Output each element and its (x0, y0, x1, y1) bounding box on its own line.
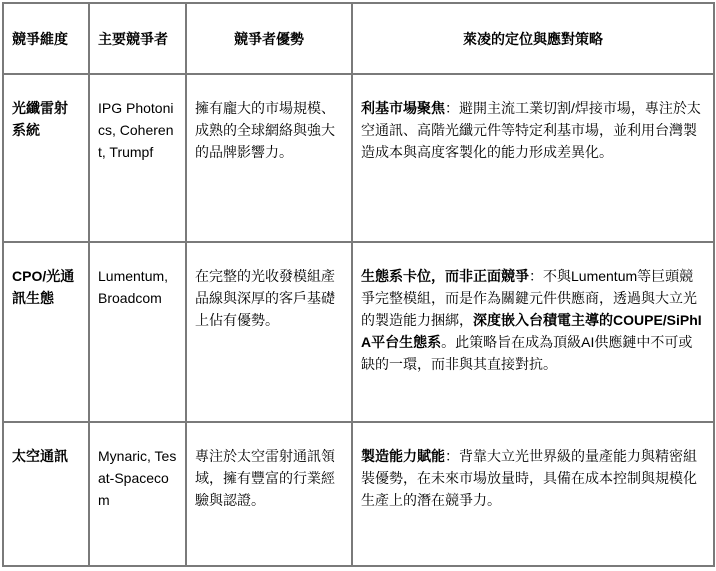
dimension-cell: 光纖雷射系統 (3, 74, 89, 242)
competition-table (2, 2, 715, 567)
header-advantage: 競爭者優勢 (186, 3, 352, 74)
strategy-text: ：避開主流工業切割/焊接市場，專注於太空通訊、高階光纖元件等特定利基市場，並利用台灣製造成本與高度客製化的能力形成差異化。 (361, 100, 701, 160)
strategy-text: 。此策略旨在成為頂級AI供應鏈中不可或缺的一環，而非與其直接對抗。 (361, 334, 693, 372)
strategy-bold-text: 利基市場聚焦 (361, 100, 445, 116)
strategy-cell (352, 242, 714, 422)
header-competitors: 主要競爭者 (89, 3, 186, 74)
header-row (3, 3, 714, 74)
competitors-cell: IPG Photonics, Coherent, Trumpf (89, 74, 186, 242)
table-row (3, 74, 714, 242)
strategy-bold-text: 深度嵌入台積電主導的COUPE/SiPhIA平台生態系 (361, 312, 702, 350)
advantage-cell: 擁有龐大的市場規模、成熟的全球網絡與強大的品牌影響力。 (186, 74, 352, 242)
advantage-cell: 在完整的光收發模組產品線與深厚的客戶基礎上佔有優勢。 (186, 242, 352, 422)
advantage-cell: 專注於太空雷射通訊領域，擁有豐富的行業經驗與認證。 (186, 422, 352, 566)
table-row (3, 242, 714, 422)
competitors-cell: Mynaric, Tesat-Spacecom (89, 422, 186, 566)
strategy-bold-text: 製造能力賦能 (361, 448, 445, 464)
strategy-bold-text: 生態系卡位，而非正面競爭 (361, 268, 529, 284)
dimension-cell: CPO/光通訊生態 (3, 242, 89, 422)
competitors-cell: Lumentum, Broadcom (89, 242, 186, 422)
strategy-cell (352, 422, 714, 566)
strategy-text: ：背靠大立光世界級的量產能力與精密組裝優勢，在未來市場放量時，具備在成本控制與規模化生產上的潛在競爭力。 (361, 448, 697, 508)
header-strategy: 萊凌的定位與應對策略 (352, 3, 714, 74)
table-row (3, 422, 714, 566)
header-dimension: 競爭維度 (3, 3, 89, 74)
strategy-cell (352, 74, 714, 242)
strategy-text: ：不與Lumentum等巨頭競爭完整模組，而是作為關鍵元件供應商，透過與大立光的製造能力捆綁， (361, 268, 697, 328)
dimension-cell: 太空通訊 (3, 422, 89, 566)
